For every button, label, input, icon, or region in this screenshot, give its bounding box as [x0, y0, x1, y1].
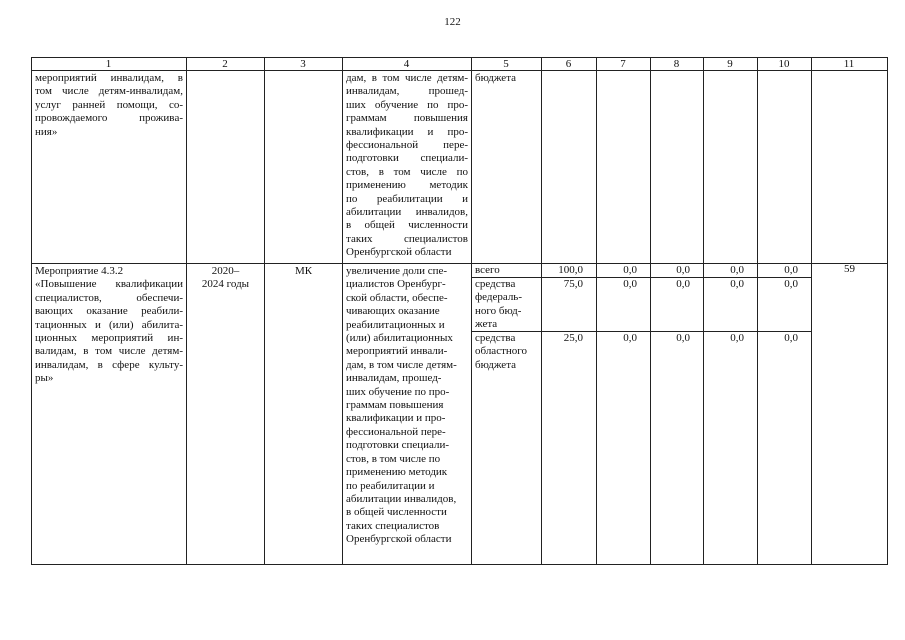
column-header: 9	[727, 58, 733, 70]
funding-value: 0,0	[784, 264, 798, 276]
column-header: 10	[778, 58, 790, 70]
funding-value: 0,0	[623, 278, 637, 290]
funding-source: всего	[475, 264, 500, 276]
funding-value: 0,0	[784, 278, 798, 290]
column-header: 4	[403, 58, 410, 70]
funding-value: 0,0	[623, 264, 637, 276]
column-header: 7	[620, 58, 626, 70]
header-divider	[31, 70, 888, 71]
column-border	[596, 57, 597, 565]
column-border	[541, 57, 542, 565]
funding-value: 100,0	[558, 264, 583, 276]
column-header: 11	[843, 58, 855, 70]
row1-indicator: дам, в том числе детям- инвалидам, прошед- ших обучение по про- граммам повышения квалификации и про- фессиональной пере- подготовки специали- стов, в том числе по применению методик по реабилитации и абилитации инвалидов, в общей численности таких специалистов Оренбургской области	[346, 72, 468, 259]
budget-table	[31, 57, 888, 565]
column-header: 6	[565, 58, 572, 70]
column-header: 1	[105, 58, 112, 70]
column-border	[264, 57, 265, 565]
column-header: 3	[300, 58, 306, 70]
funding-value: 0,0	[730, 264, 744, 276]
column-border	[186, 57, 187, 565]
column-border	[650, 57, 651, 565]
funding-value: 0,0	[676, 332, 690, 344]
page-number: 122	[444, 16, 461, 28]
funding-value: 25,0	[563, 332, 583, 344]
funding-value: 0,0	[623, 332, 637, 344]
funding-value: 0,0	[784, 332, 798, 344]
funding-source: средства федераль- ного бюд- жета	[475, 278, 522, 331]
funding-value: 0,0	[730, 332, 744, 344]
row1-funding-source: бюджета	[475, 72, 517, 84]
row2-event-name: Мероприятие 4.3.2 «Повышение квалификации специалистов, обеспечи- вающих оказание реабили- тационных и (или) абилита- ционных мероприятий ин- валидам, в том числе детям- инвалидам, в сфере культу- ры»	[35, 265, 183, 385]
column-header: 5	[503, 58, 509, 70]
column-border	[757, 57, 758, 565]
funding-value: 75,0	[563, 278, 583, 290]
row2-indicator: увеличение доли спе- циалистов Оренбург- ской области, обеспе- чивающих оказание реабилитационных и (или) абилитационных мероприятий инвали- дам, в том числе детям- инвалидам, прошед- ших обучение по про- граммам повышения квалификации и про- фессиональной пере- подготовки специали- стов, в том числе по применению методик по реабилитации и абилитации инвалидов, в общей численности таких специалистов Оренбургской области	[346, 265, 457, 546]
row2-period: 2020– 2024 годы	[201, 265, 250, 291]
row2-executor: МК	[294, 265, 313, 277]
funding-value: 0,0	[730, 278, 744, 290]
column-header: 2	[222, 58, 228, 70]
funding-value: 0,0	[676, 264, 690, 276]
column-border	[811, 57, 812, 565]
funding-value: 0,0	[676, 278, 690, 290]
column-header: 8	[673, 58, 680, 70]
row2-target-value: 59	[844, 263, 855, 275]
funding-source: средства областного бюджета	[475, 332, 528, 371]
table-border-bottom	[31, 564, 888, 565]
row1-event-name: мероприятий инвалидам, в том числе детям-инвалидам, услуг ранней помощи, со- провождаемого проживa- ния»	[35, 72, 183, 138]
column-border	[703, 57, 704, 565]
column-border	[887, 57, 888, 565]
